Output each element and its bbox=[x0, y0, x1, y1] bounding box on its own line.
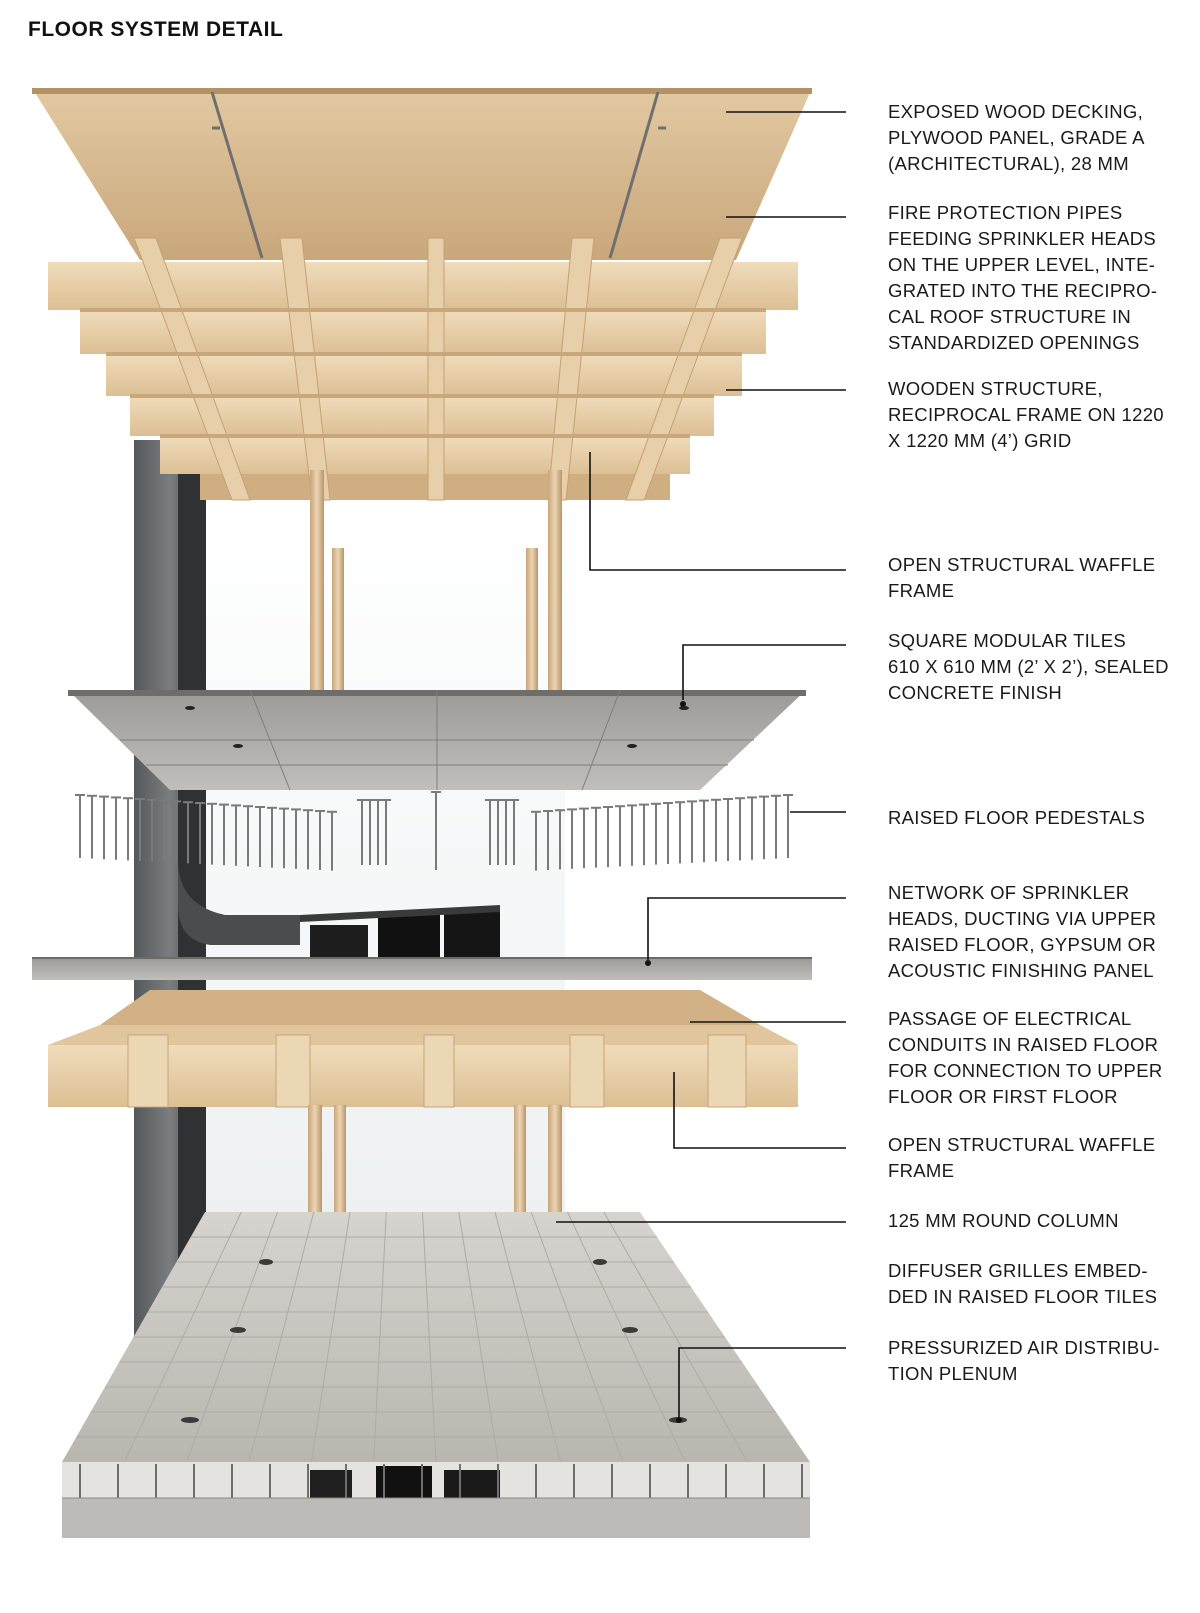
callout-line: 610 X 610 MM (2’ X 2’), SEALED bbox=[888, 656, 1169, 677]
callout-line: OPEN STRUCTURAL WAFFLE bbox=[888, 1134, 1156, 1155]
callout-line: ON THE UPPER LEVEL, INTE- bbox=[888, 254, 1156, 275]
callout-pedestals bbox=[888, 805, 1198, 831]
callout-line: FIRE PROTECTION PIPES bbox=[888, 202, 1123, 223]
page-title: FLOOR SYSTEM DETAIL bbox=[28, 18, 284, 41]
leader-sprinkler-network bbox=[648, 898, 846, 960]
callout-line: EXPOSED WOOD DECKING, bbox=[888, 101, 1144, 122]
callout-line: DED IN RAISED FLOOR TILES bbox=[888, 1286, 1158, 1307]
lower-waffle-frame bbox=[48, 990, 798, 1107]
callout-line: STANDARDIZED OPENINGS bbox=[888, 332, 1140, 353]
callout-wooden-structure bbox=[888, 376, 1198, 454]
callout-line: OPEN STRUCTURAL WAFFLE bbox=[888, 554, 1156, 575]
callout-line: PLYWOOD PANEL, GRADE A bbox=[888, 127, 1145, 148]
callout-waffle-frame-lower bbox=[888, 1132, 1198, 1184]
callout-line: (ARCHITECTURAL), 28 MM bbox=[888, 153, 1129, 174]
reciprocal-wood-frame bbox=[48, 238, 798, 500]
callout-modular-tiles bbox=[888, 628, 1198, 706]
callout-line: RAISED FLOOR, GYPSUM OR bbox=[888, 934, 1156, 955]
callout-electrical-conduits bbox=[888, 1006, 1198, 1110]
callout-line: ACOUSTIC FINISHING PANEL bbox=[888, 960, 1154, 981]
callout-line: FRAME bbox=[888, 1160, 955, 1181]
callout-line: 125 MM ROUND COLUMN bbox=[888, 1210, 1119, 1231]
base-concrete-slab bbox=[62, 1498, 810, 1538]
modular-tile-layer bbox=[68, 690, 806, 790]
callout-line: FLOOR OR FIRST FLOOR bbox=[888, 1086, 1118, 1107]
callout-line: FOR CONNECTION TO UPPER bbox=[888, 1060, 1163, 1081]
leader-dot-air-plenum bbox=[676, 1417, 682, 1423]
callout-fire-pipes bbox=[888, 200, 1198, 356]
leader-dot-modular-tiles bbox=[680, 701, 686, 707]
callout-line: WOODEN STRUCTURE, bbox=[888, 378, 1103, 399]
callout-line: GRATED INTO THE RECIPRO- bbox=[888, 280, 1158, 301]
callout-line: RAISED FLOOR PEDESTALS bbox=[888, 807, 1146, 828]
wood-decking-panel bbox=[32, 88, 812, 260]
air-distribution-plenum bbox=[62, 1462, 810, 1498]
callout-wood-decking bbox=[888, 99, 1198, 177]
callout-line: CONDUITS IN RAISED FLOOR bbox=[888, 1034, 1159, 1055]
callout-line: RECIPROCAL FRAME ON 1220 bbox=[888, 404, 1164, 425]
callout-line: CONCRETE FINISH bbox=[888, 682, 1063, 703]
callout-waffle-frame-upper bbox=[888, 552, 1198, 604]
callout-line: PASSAGE OF ELECTRICAL bbox=[888, 1008, 1132, 1029]
callout-line: SQUARE MODULAR TILES bbox=[888, 630, 1126, 651]
callout-line: NETWORK OF SPRINKLER bbox=[888, 882, 1130, 903]
callout-line: HEADS, DUCTING VIA UPPER bbox=[888, 908, 1157, 929]
callout-line: PRESSURIZED AIR DISTRIBU- bbox=[888, 1337, 1160, 1358]
callout-line: TION PLENUM bbox=[888, 1363, 1018, 1384]
callout-line: FRAME bbox=[888, 580, 955, 601]
callout-line: FEEDING SPRINKLER HEADS bbox=[888, 228, 1157, 249]
callout-sprinkler-network bbox=[888, 880, 1198, 984]
mid-concrete-slab bbox=[32, 958, 812, 980]
callout-line: DIFFUSER GRILLES EMBED- bbox=[888, 1260, 1148, 1281]
callout-round-column bbox=[888, 1208, 1198, 1234]
callout-diffuser-grilles bbox=[888, 1258, 1198, 1310]
callout-air-plenum bbox=[888, 1335, 1198, 1387]
callout-line: CAL ROOF STRUCTURE IN bbox=[888, 306, 1132, 327]
leader-dot-sprinkler-network bbox=[645, 960, 651, 966]
callout-line: X 1220 MM (4’) GRID bbox=[888, 430, 1072, 451]
